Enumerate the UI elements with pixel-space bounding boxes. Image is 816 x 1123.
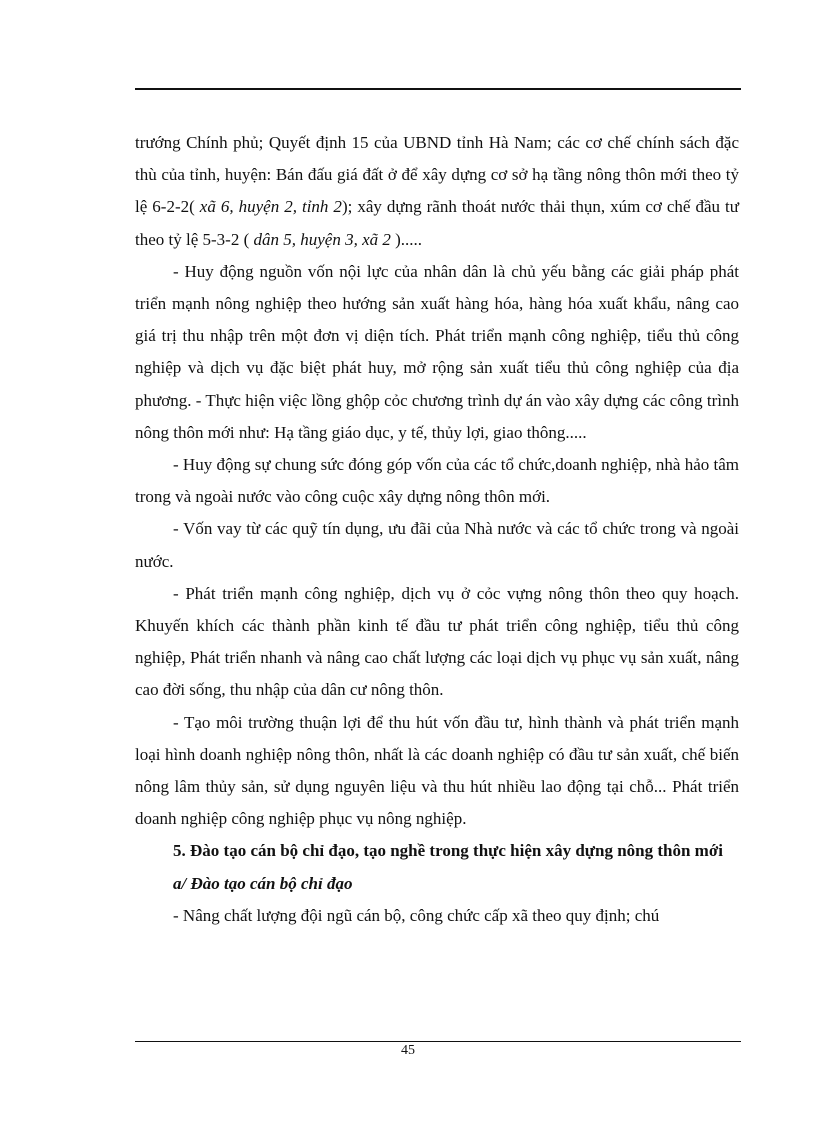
paragraph-text: ); xây dựng rãnh thoát nước thải thụn, xúm cơ chế đầu tư theo tỷ lệ 5-3-2 ( — [135, 197, 739, 249]
body-paragraph — [135, 127, 739, 256]
italic-text: dân 5, huyện 3, xã 2 — [253, 229, 391, 249]
body-paragraph — [135, 513, 739, 577]
header-rule — [135, 88, 741, 90]
paragraph-text: 5. Đào tạo cán bộ chỉ đạo, tạo nghề trong thực hiện xây dựng nông thôn mới — [173, 841, 723, 861]
paragraph-text: a/ Đào tạo cán bộ chỉ đạo — [173, 873, 353, 893]
document-body — [135, 127, 739, 932]
paragraph-text: - Tạo môi trường thuận lợi để thu hút vốn đầu tư, hình thành và phát triển mạnh loại hình doanh nghiệp nông thôn, nhất là các doanh nghiệp có đầu tư sản xuất, chế biến nông lâm thủy sản, sử dụng nguyên liệu và thu hút nhiều lao động tại chỗ... Phát triển doanh nghiệp công nghiệp phục vụ nông nghiệp. — [135, 712, 739, 829]
paragraph-text: - Huy động sự chung sức đóng góp vốn của các tổ chức,doanh nghiệp, nhà hảo tâm trong và ngoài nước vào công cuộc xây dựng nông thôn mới. — [135, 455, 739, 507]
body-paragraph — [135, 256, 739, 449]
body-paragraph — [135, 578, 739, 707]
paragraph-text: )..... — [390, 229, 423, 249]
section-heading — [135, 835, 739, 867]
page-number: 45 — [401, 1043, 415, 1058]
paragraph-text: - Huy động nguồn vốn nội lực của nhân dân là chủ yếu bằng các giải pháp phát triển mạnh nông nghiệp theo hướng sản xuất hàng hóa, hàng hóa xuất khẩu, nâng cao giá trị thu nhập trên một đơn vị diện tích. Phát triển mạnh công nghiệp, tiểu thủ công nghiệp và dịch vụ đặc biệt phát huy, mở rộng sản xuất tiểu thủ công nghiệp của địa phương. - Thực hiện việc lồng ghộp cỏc chương trình dự án vào xây dựng các công trình nông thôn mới như: Hạ tầng giáo dục, y tế, thủy lợi, giao thông..... — [135, 261, 739, 442]
italic-text: xã 6, huyện 2, tỉnh 2 — [199, 197, 342, 217]
body-paragraph — [135, 707, 739, 836]
body-paragraph — [135, 449, 739, 513]
paragraph-text: trướng Chính phủ; Quyết định 15 của UBND tỉnh Hà Nam; các cơ chế chính sách đặc thù của tỉnh, huyện: Bán đấu giá đất ở để xây dựng cơ sở hạ tầng nông thôn mới theo tỷ lệ 6-2-2( — [135, 133, 739, 217]
body-paragraph — [135, 900, 739, 932]
paragraph-text: - Nâng chất lượng đội ngũ cán bộ, công chức cấp xã theo quy định; chú — [173, 905, 660, 925]
paragraph-text: - Vốn vay từ các quỹ tín dụng, ưu đãi của Nhà nước và các tổ chức trong và ngoài nước. — [135, 519, 739, 571]
paragraph-text: - Phát triển mạnh công nghiệp, dịch vụ ở cỏc vựng nông thôn theo quy hoạch. Khuyến khích các thành phần kinh tế đầu tư phát triển công nghiệp, tiểu thủ công nghiệp, Phát triển nhanh và nâng cao chất lượng các loại dịch vụ phục vụ sản xuất, nâng cao đời sống, thu nhập của dân cư nông thôn. — [135, 583, 739, 700]
subsection-heading — [135, 868, 739, 900]
